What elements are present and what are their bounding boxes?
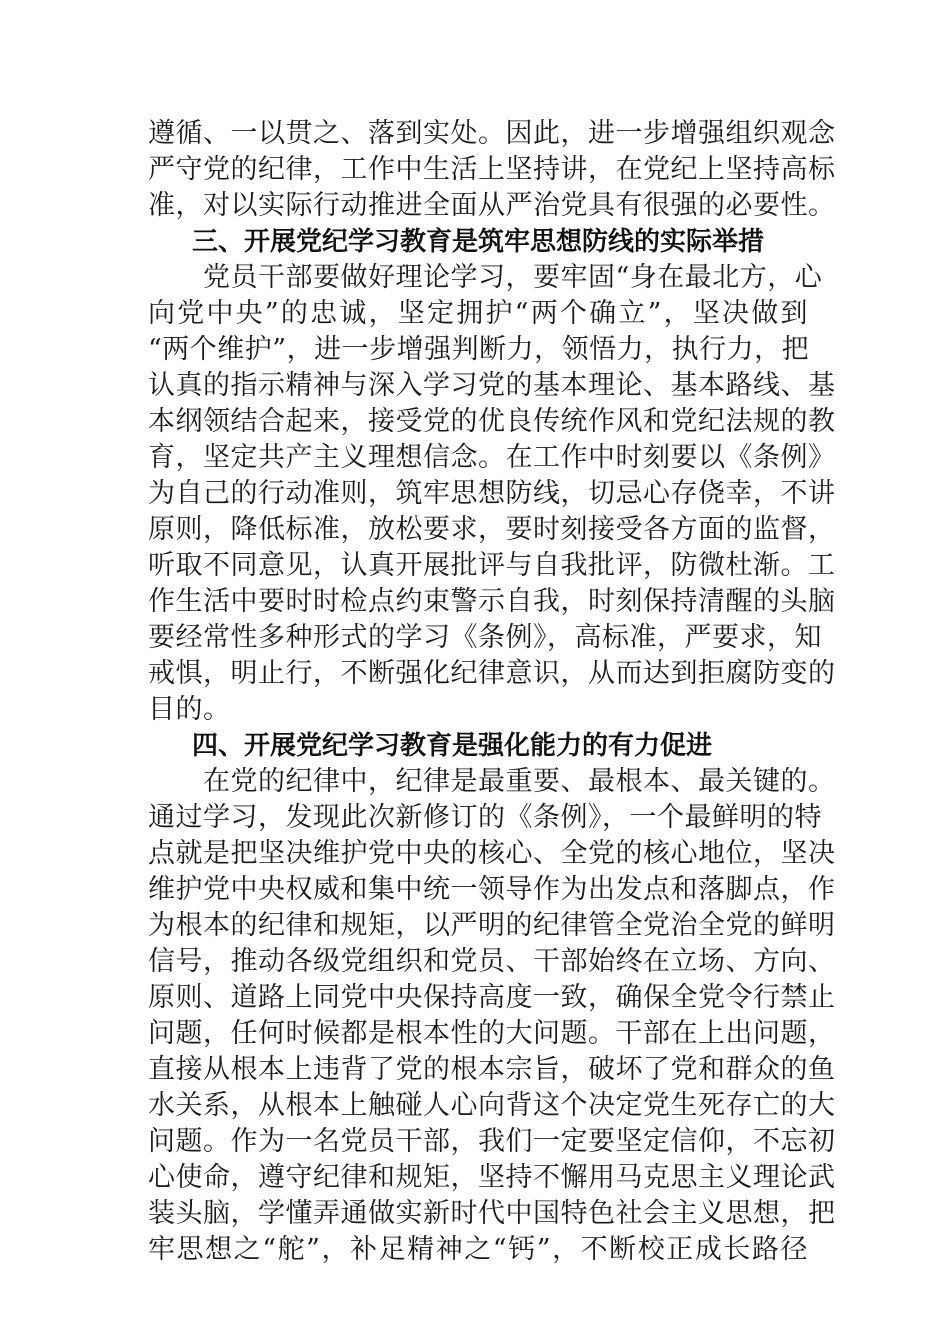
body-text-line: 原则，降低标准，放松要求，要时刻接受各方面的监督，	[148, 514, 836, 545]
body-text-line: 作生活中要时时检点约束警示自我，时刻保持清醒的头脑	[148, 586, 836, 617]
body-text-line: 遵循、一以贯之、落到实处。因此，进一步增强组织观念	[148, 118, 836, 149]
body-text-line: 通过学习，发现此次新修订的《条例》，一个最鲜明的特	[148, 802, 822, 833]
body-text-line: 听取不同意见，认真开展批评与自我批评，防微杜渐。工	[148, 550, 836, 581]
body-text-line: 原则、道路上同党中央保持高度一致，确保全党令行禁止	[148, 982, 836, 1013]
body-text-line: 为根本的纪律和规矩，以严明的纪律管全党治全党的鲜明	[148, 910, 836, 941]
body-text-line: 牢思想之“舵”，补足精神之“钙”，不断校正成长路径	[148, 1234, 808, 1265]
section-heading-3: 三、开展党纪学习教育是筑牢思想防线的实际举措	[192, 227, 765, 257]
body-text-line: 严守党的纪律，工作中生活上坚持讲，在党纪上坚持高标	[148, 154, 836, 185]
body-text-line: 直接从根本上违背了党的根本宗旨，破坏了党和群众的鱼	[148, 1054, 836, 1085]
body-text-line: 在党的纪律中，纪律是最重要、最根本、最关键的。	[148, 766, 836, 797]
body-text-line: 目的。	[148, 694, 231, 725]
body-text-line: 问题。作为一名党员干部，我们一定要坚定信仰，不忘初	[148, 1126, 836, 1157]
body-text-line: 水关系，从根本上触碰人心向背这个决定党生死存亡的大	[148, 1090, 836, 1121]
body-text-line: 党员干部要做好理论学习，要牢固“身在最北方，心	[148, 262, 823, 293]
body-text-line: 要经常性多种形式的学习《条例》，高标准，严要求，知	[148, 622, 822, 653]
body-text-line: 心使命，遵守纪律和规矩，坚持不懈用马克思主义理论武	[148, 1162, 836, 1193]
body-text-line: “两个维护”，进一步增强判断力，领悟力，执行力，把	[148, 334, 810, 365]
body-text-line: 育，坚定共产主义理想信念。在工作中时刻要以《条例》	[148, 442, 836, 473]
body-text-line: 点就是把坚决维护党中央的核心、全党的核心地位，坚决	[148, 838, 836, 869]
body-text-line: 问题，任何时候都是根本性的大问题。干部在上出问题，	[148, 1018, 836, 1049]
section-heading-4: 四、开展党纪学习教育是强化能力的有力促进	[192, 731, 713, 761]
body-text-line: 维护党中央权威和集中统一领导作为出发点和落脚点，作	[148, 874, 836, 905]
body-text-line: 为自己的行动准则，筑牢思想防线，切忌心存侥幸，不讲	[148, 478, 836, 509]
body-text-line: 准，对以实际行动推进全面从严治党具有很强的必要性。	[148, 190, 836, 221]
body-text-line: 认真的指示精神与深入学习党的基本理论、基本路线、基	[148, 370, 836, 401]
body-text-line: 信号，推动各级党组织和党员、干部始终在立场、方向、	[148, 946, 836, 977]
body-text-line: 本纲领结合起来，接受党的优良传统作风和党纪法规的教	[148, 406, 836, 437]
body-text-line: 向党中央”的忠诚，坚定拥护“两个确立”，坚决做到	[148, 298, 808, 329]
body-text-line: 装头脑，学懂弄通做实新时代中国特色社会主义思想，把	[148, 1198, 836, 1229]
body-text-line: 戒惧，明止行，不断强化纪律意识，从而达到拒腐防变的	[148, 658, 836, 689]
